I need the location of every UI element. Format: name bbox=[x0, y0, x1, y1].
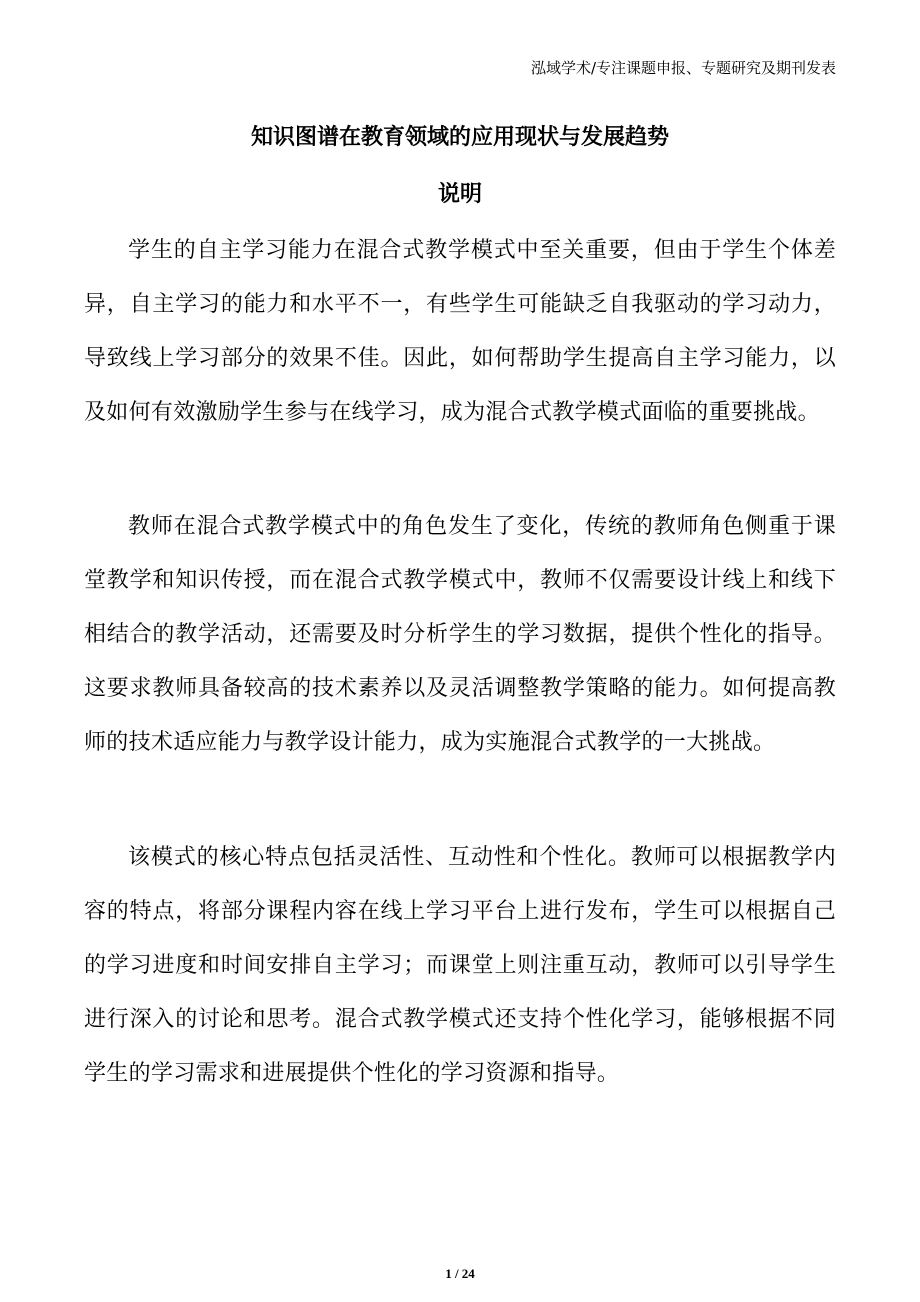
document-title: 知识图谱在教育领域的应用现状与发展趋势 bbox=[250, 125, 669, 150]
body-paragraph-3: 该模式的核心特点包括灵活性、互动性和个性化。教师可以根据教学内容的特点，将部分课程内容在线上学习平台上进行发布，学生可以根据自己的学习进度和时间安排自主学习；而课堂上则注重互动，教师可以引导学生进行深入的讨论和思考。混合式教学模式还支持个性化学习，能够根据不同学生的学习需求和进展提供个性化的学习资源和指导。 bbox=[84, 845, 836, 1086]
section-heading: 说明 bbox=[437, 182, 482, 207]
page-number: 1 / 24 bbox=[445, 1266, 475, 1281]
header-divider bbox=[84, 88, 836, 89]
body-paragraph-1: 学生的自主学习能力在混合式教学模式中至关重要，但由于学生个体差异，自主学习的能力和水平不一，有些学生可能缺乏自我驱动的学习动力，导致线上学习部分的效果不佳。因此，如何帮助学生提高自主学习能力，以及如何有效激励学生参与在线学习，成为混合式教学模式面临的重要挑战。 bbox=[84, 238, 836, 425]
body-paragraph-2: 教师在混合式教学模式中的角色发生了变化，传统的教师角色侧重于课堂教学和知识传授，而在混合式教学模式中，教师不仅需要设计线上和线下相结合的教学活动，还需要及时分析学生的学习数据，提供个性化的指导。这要求教师具备较高的技术素养以及灵活调整教学策略的能力。如何提高教师的技术适应能力与教学设计能力，成为实施混合式教学的一大挑战。 bbox=[84, 514, 836, 755]
page-header: 泓域学术/专注课题申报、专题研究及期刊发表 bbox=[530, 59, 836, 77]
